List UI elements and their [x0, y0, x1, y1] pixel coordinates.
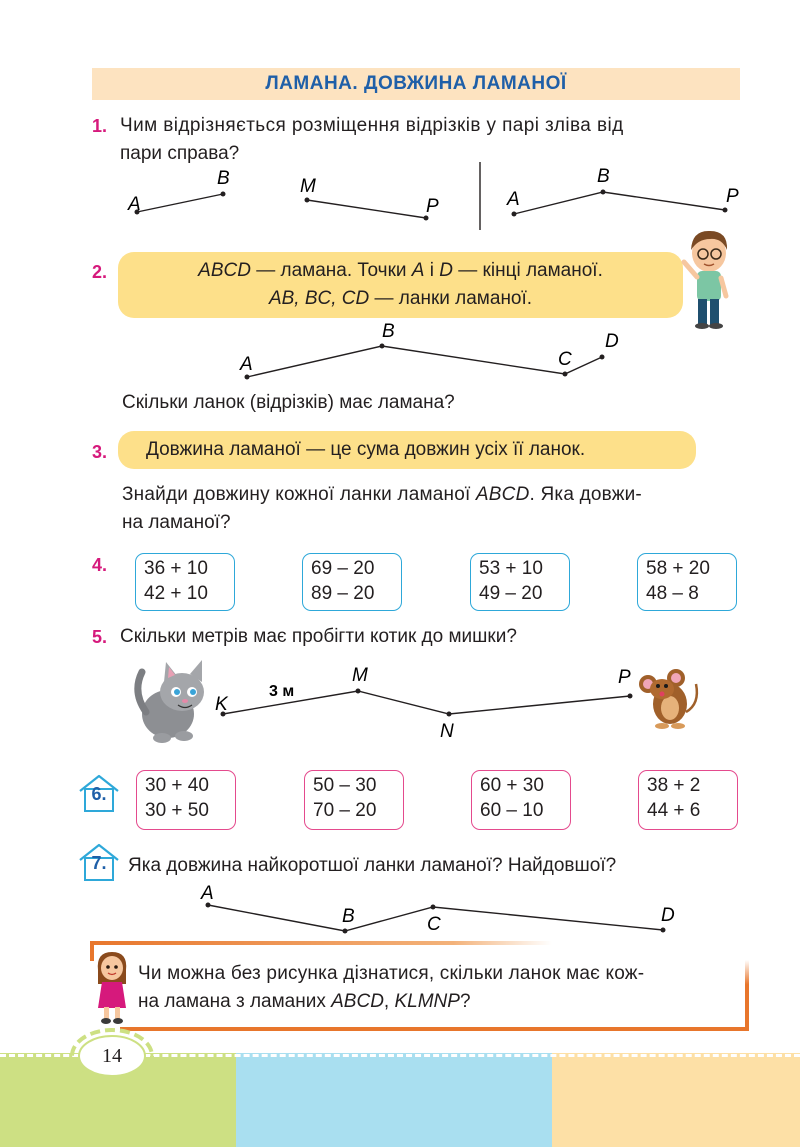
segment-length-label: 3 м [269, 683, 295, 700]
task-3-text-line2: на ламаної? [122, 512, 231, 533]
task-6-box-2 [304, 770, 404, 830]
task-3-number: 3. [92, 442, 108, 462]
segment-MP-left [307, 200, 426, 218]
task-5-question: Скільки метрів має пробігти котик до мишки? [120, 626, 517, 647]
point-C [431, 905, 436, 910]
point-B-right [601, 190, 606, 195]
point-D [661, 928, 666, 933]
definition-3: Довжина ламаної — це сума довжин усіх її ланок. [146, 439, 586, 460]
bonus-question-line1: Чи можна без рисунка дізнатися, скільки ланок має кож- [138, 963, 645, 984]
label-D: D [605, 331, 619, 352]
footer-band-blue [236, 1053, 552, 1147]
expression: 53 + 10 [479, 558, 543, 579]
task-1-question-line2: пари справа? [120, 143, 240, 164]
expression: 30 + 50 [145, 800, 209, 821]
label-A-left: A [128, 194, 141, 215]
point-B [380, 344, 385, 349]
point-A [245, 375, 250, 380]
definition-2-line2: AB, BC, CD — ланки ламаної. [268, 288, 533, 309]
expression: 30 + 40 [145, 775, 209, 796]
girl-character-illustration [92, 950, 132, 1026]
label-A: A [201, 883, 214, 904]
label-C: C [558, 349, 572, 370]
task-2-polyline [225, 320, 645, 384]
bonus-frame-top [90, 941, 750, 945]
expression: 38 + 2 [647, 775, 701, 796]
point-M [356, 689, 361, 694]
task-6-number: 6. [91, 784, 107, 804]
label-N: N [440, 721, 454, 742]
expression: 60 – 10 [480, 800, 544, 821]
point-N [447, 712, 452, 717]
task-7-number: 7. [91, 853, 107, 873]
label-K: K [215, 694, 228, 715]
definition-2-line1: ABCD — ламана. Точки A і D — кінці ламаної. [198, 260, 603, 281]
task-6-box-4 [638, 770, 738, 830]
task-4-box-4 [637, 553, 737, 611]
expression: 36 + 10 [144, 558, 208, 579]
cat-illustration [132, 652, 214, 746]
label-P-left: P [426, 196, 439, 217]
expression: 89 – 20 [311, 583, 375, 604]
task-2-question: Скільки ланок (відрізків) має ламана? [122, 392, 455, 413]
point-A-right [512, 212, 517, 217]
expression: 48 – 8 [646, 583, 699, 604]
task-6-box-1 [136, 770, 236, 830]
task-3-text [122, 481, 747, 537]
bonus-question [138, 960, 748, 1016]
bonus-question-line2: на ламана з ламаних ABCD, KLMNP? [138, 991, 471, 1012]
expression: 70 – 20 [313, 800, 377, 821]
task-6-box-3 [471, 770, 571, 830]
task-1-question-line1: Чим відрізняється розміщення відрізків у парі зліва від [120, 115, 624, 136]
point-M-left [305, 198, 310, 203]
point-P [628, 694, 633, 699]
label-D: D [661, 905, 675, 926]
expression: 58 + 20 [646, 558, 710, 579]
label-A: A [240, 354, 253, 375]
task-4-box-3 [470, 553, 570, 611]
task-3-text-line1: Знайди довжину кожної ланки ламаної ABCD. Яка довжи- [122, 484, 642, 505]
footer-band-peach [552, 1053, 800, 1147]
task-2-number: 2. [92, 262, 108, 282]
task-4-number: 4. [92, 555, 108, 575]
point-B-left [221, 192, 226, 197]
point-P-right [723, 208, 728, 213]
title-bar [92, 68, 740, 100]
label-C: C [427, 914, 441, 935]
expression: 42 + 10 [144, 583, 208, 604]
label-P: P [618, 667, 631, 688]
label-M-left: M [300, 176, 316, 197]
task-7-question: Яка довжина найкоротшої ланки ламаної? Найдовшої? [128, 855, 617, 876]
task-7-polyline [195, 878, 695, 938]
label-B-left: B [217, 168, 230, 189]
task-1-number: 1. [92, 116, 108, 136]
point-D [600, 355, 605, 360]
task-4-box-1 [135, 553, 235, 611]
page-number: 14 [102, 1045, 122, 1067]
label-M: M [352, 665, 368, 686]
expression: 69 – 20 [311, 558, 375, 579]
label-B: B [382, 321, 395, 342]
page-title: ЛАМАНА. ДОВЖИНА ЛАМАНОЇ [265, 73, 567, 94]
expression: 44 + 6 [647, 800, 701, 821]
boy-character-illustration [676, 222, 740, 330]
point-C [563, 372, 568, 377]
label-P-right: P [726, 186, 739, 207]
task-5-polyline [205, 660, 645, 746]
bonus-frame-bottom [120, 1027, 749, 1031]
definition-bubble-3 [118, 431, 696, 469]
point-B [343, 929, 348, 934]
segment-AB-left [137, 194, 223, 212]
label-A-right: A [507, 189, 520, 210]
task-5-number: 5. [92, 627, 108, 647]
expression: 50 – 30 [313, 775, 377, 796]
segments-right [514, 192, 725, 214]
expression: 60 + 30 [480, 775, 544, 796]
label-B: B [342, 906, 355, 927]
task-4-box-2 [302, 553, 402, 611]
label-B-right: B [597, 166, 610, 187]
expression: 49 – 20 [479, 583, 543, 604]
task-1-segments [100, 160, 760, 240]
definition-bubble-2 [118, 252, 683, 318]
